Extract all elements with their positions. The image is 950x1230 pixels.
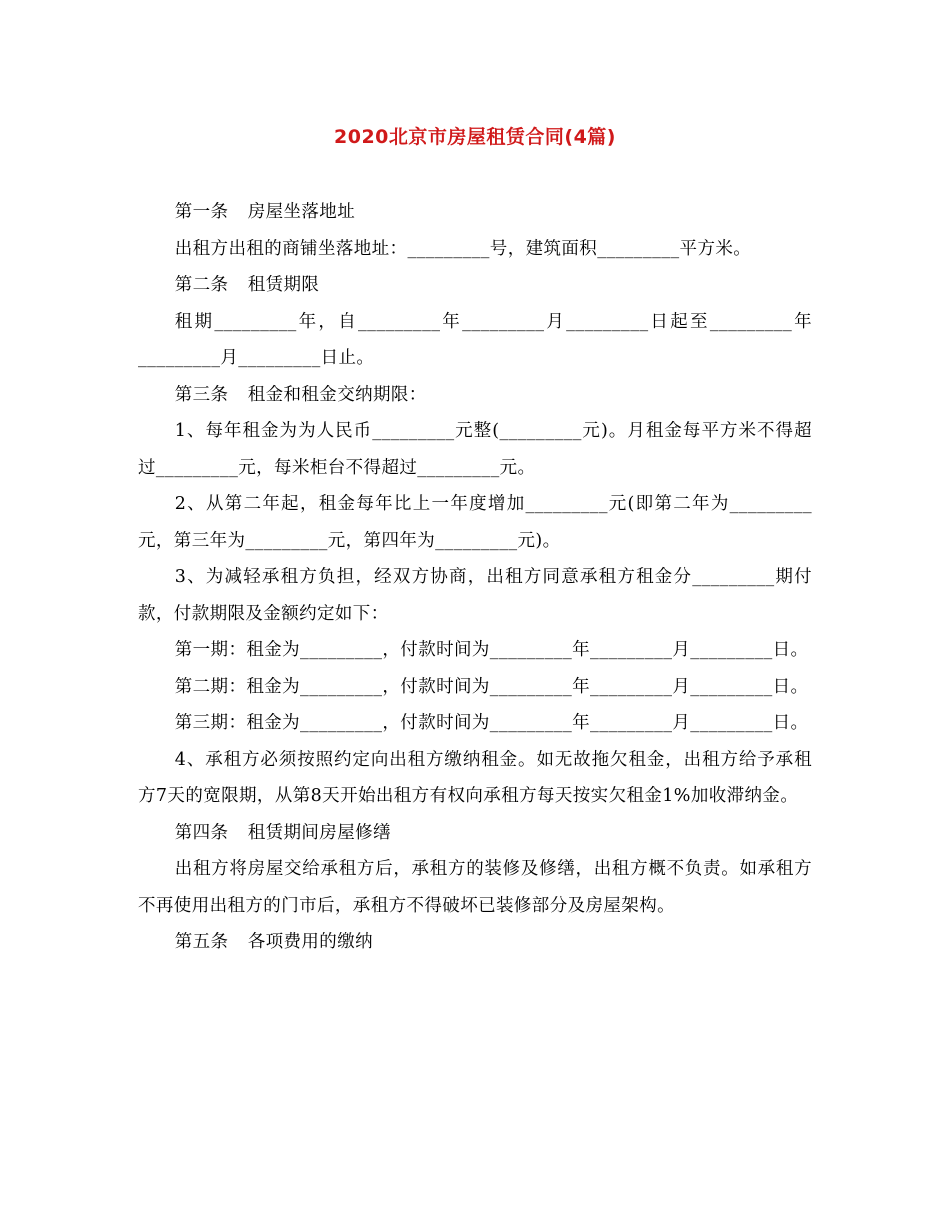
article-number: 第二条 [174,275,229,295]
paragraph: 出租方将房屋交给承租方后，承租方的装修及修缮，出租方概不负责。如承租方不再使用出租方的门市后，承租方不得破坏已装修部分及房屋架构。 [138,859,812,916]
payment-installment: 第一期：租金为_________，付款时间为_________年_________月_________日。 [174,640,809,660]
article-title: 租赁期限 [247,275,320,295]
article-1-heading [138,194,812,231]
article-title: 租赁期间房屋修缮 [247,822,391,843]
paragraph: 出租方出租的商铺坐落地址：_________号，建筑面积_________平方米。 [174,238,752,259]
paragraph: 1、每年租金为为人民币_________元整(_________元)。月租金每平方米不得超过_________元，每米柜台不得超过_________元。 [138,421,812,478]
document-body [138,194,812,961]
article-3-heading [138,377,812,414]
article-title: 租金和租金交纳期限： [247,384,427,405]
document-title: 2020北京市房屋租赁合同(4篇) [334,126,616,148]
article-2-heading [138,267,812,304]
paragraph: 3、为减轻承租方负担，经双方协商，出租方同意承租方租金分_________期付款，付款期限及金额约定如下： [138,567,812,624]
payment-installment: 第二期：租金为_________，付款时间为_________年_________月_________日。 [174,676,809,697]
paragraph: 租期_________年，自_________年_________月_________日起至_________年_________月_________日止。 [138,311,812,368]
article-number: 第四条 [174,822,229,843]
article-number: 第五条 [174,932,229,952]
article-number: 第一条 [174,202,229,222]
article-title: 各项费用的缴纳 [247,932,374,952]
payment-installment: 第三期：租金为_________，付款时间为_________年_________月_________日。 [174,713,809,733]
article-5-heading [138,924,812,961]
article-4-heading [138,815,812,852]
article-title: 房屋坐落地址 [247,202,356,222]
article-number: 第三条 [174,384,229,405]
paragraph: 4、承租方必须按照约定向出租方缴纳租金。如无故拖欠租金，出租方给予承租方7天的宽限期，从第8天开始出租方有权向承租方每天按实欠租金1%加收滞纳金。 [138,749,812,806]
paragraph: 2、从第二年起，租金每年比上一年度增加_________元(即第二年为_________元，第三年为_________元，第四年为_________元)。 [138,494,812,551]
